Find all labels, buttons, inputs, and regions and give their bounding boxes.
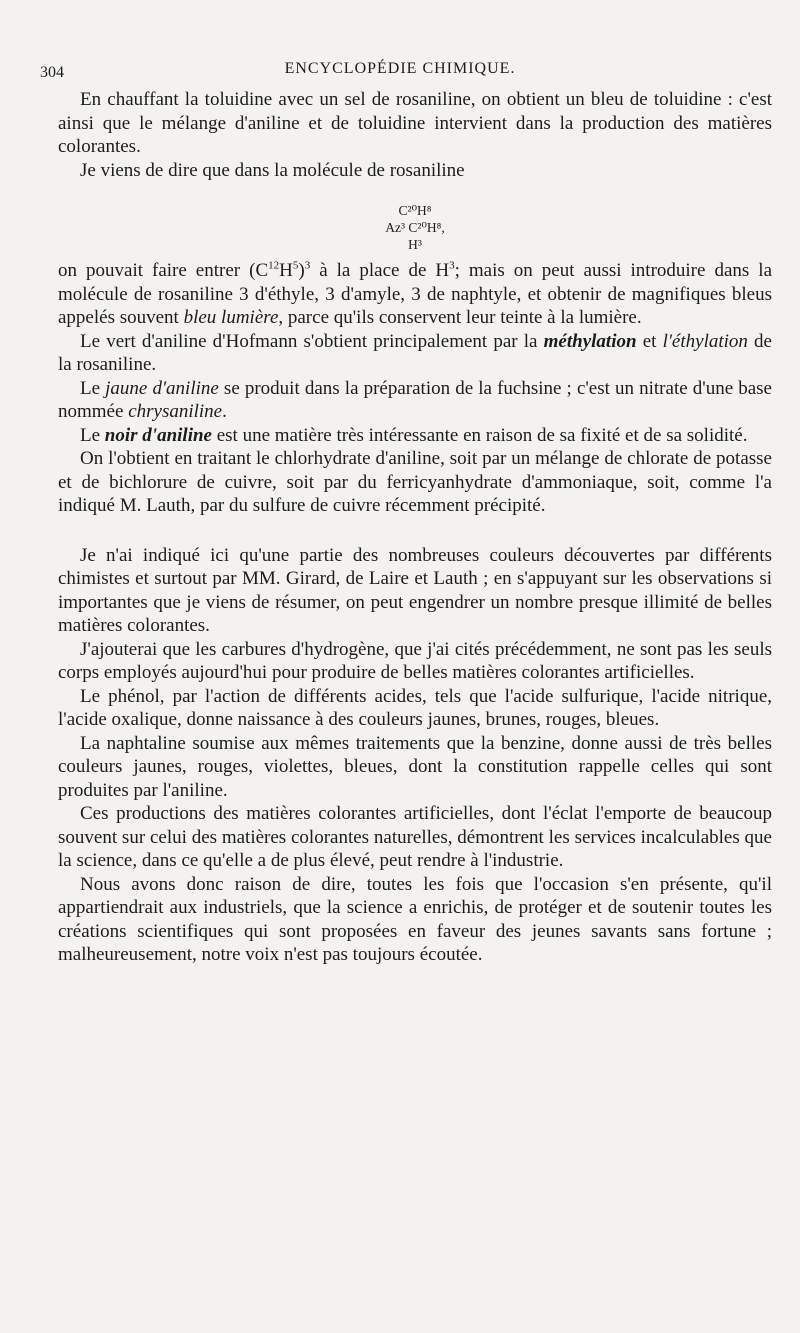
paragraph-couleurs-decouvertes: Je n'ai indiqué ici qu'une partie des nombreuses couleurs découvertes par différents chimistes et surtout par MM. Girard, de Laire et Lauth ; en s'appuyant sur les observations si importantes que je viens de résumer, on peut engendrer un nombre presque illimité de belles matières colorantes. [58, 544, 772, 636]
paragraph-productions: Ces productions des matières colorantes artificielles, dont l'éclat l'emporte de beaucoup souvent sur celui des matières colorantes naturelles, démontrent les services incalculables que la science, dans ce qu'elle a de plus élevé, peut rendre à l'industrie. [58, 803, 772, 871]
emphasis-bleu-lumiere: bleu lumière [183, 307, 279, 328]
emphasis-ethylation: l'éthylation [662, 330, 748, 352]
paragraph-jaune-aniline: Le jaune d'aniline se produit dans la préparation de la fuchsine ; c'est un nitrate d'une base nommée chrysaniline. [58, 377, 772, 422]
paragraph-noir-aniline: Le noir d'aniline est une matière très intéressante en raison de sa fixité et de sa solidité. [80, 424, 748, 446]
section-gap [58, 518, 772, 544]
body-text [58, 88, 772, 967]
paragraph-rosaniline-intro: Je viens de dire que dans la molécule de rosaniline [80, 159, 465, 181]
paragraph-bleu-lumiere: on pouvait faire entrer $(C^{12}H^5)^3$ à la place de $H^3$; mais on peut aussi introduire dans la molécule de rosaniline 3 d'éthyle, 3 d'amyle, 3 de naphtyle, et obtenir de magnifiques bleus appelés souvent bleu lumière, parce qu'ils conservent leur teinte à la lumière. [58, 259, 772, 328]
rosaniline-formula [58, 202, 772, 253]
emphasis-chrysaniline: chrysaniline [128, 401, 223, 422]
paragraph-vert-aniline: Le vert d'aniline d'Hofmann s'obtient principalement par la méthylation et l'éthylation de la rosaniline. [58, 330, 772, 375]
paragraph-phenol: Le phénol, par l'action de différents acides, tels que l'acide sulfurique, l'acide nitrique, l'acide oxalique, donne naissance à des couleurs jaunes, brunes, rouges, bleues. [58, 685, 772, 730]
paragraph-carbures: J'ajouterai que les carbures d'hydrogène, que j'ai cités précédemment, ne sont pas les seuls corps employés aujourd'hui pour produire de belles matières colorantes artificielles. [58, 638, 772, 683]
formula-line-1: C²⁰H⁸ [398, 203, 432, 218]
paragraph-chlorhydrate: On l'obtient en traitant le chlorhydrate d'aniline, soit par un mélange de chlorate de potasse et de bichlorure de cuivre, soit par du ferricyanhydrate d'ammoniaque, soit, comme l'a indiqué M. Lauth, par du sulfure de cuivre récemment précipité. [58, 448, 772, 516]
formula-line-2: Az³ C²⁰H⁸, [385, 220, 445, 235]
emphasis-noir-aniline: noir d'aniline [104, 424, 212, 446]
paragraph-conclusion: Nous avons donc raison de dire, toutes les fois que l'occasion s'en présente, qu'il appartiendrait aux industriels, que la science a enrichis, de protéger et de soutenir toutes les créations scientifiques qui sont proposées en faveur des jeunes savants sans fortune ; malheureusement, notre voix n'est pas toujours écoutée. [58, 873, 772, 965]
emphasis-methylation: méthylation [543, 330, 637, 352]
paragraph-naphtaline: La naphtaline soumise aux mêmes traitements que la benzine, donne aussi de très belles couleurs jaunes, rouges, violettes, bleues, dont la constitution rappelle celles qui sont produites par l'aniline. [58, 732, 772, 801]
emphasis-jaune-aniline: jaune d'aniline [105, 377, 219, 399]
formula-line-3: H³ [408, 237, 422, 252]
running-head: ENCYCLOPÉDIE CHIMIQUE. [284, 60, 516, 77]
paragraph-toluidine: En chauffant la toluidine avec un sel de rosaniline, on obtient un bleu de toluidine : c'est ainsi que le mélange d'aniline et de toluidine intervient dans la production des matières colorantes. [58, 89, 772, 157]
page-number: 304 [40, 64, 64, 81]
